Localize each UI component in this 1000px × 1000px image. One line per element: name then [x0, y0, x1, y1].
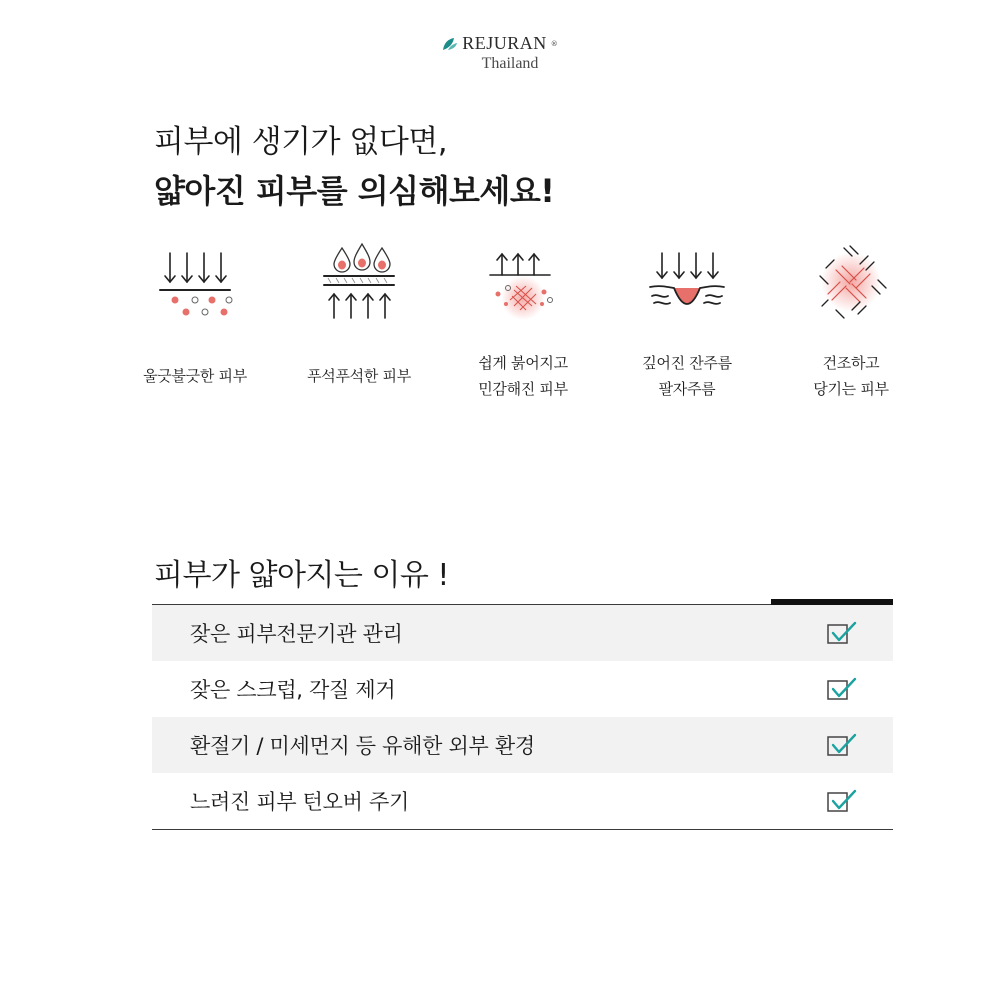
checked-box-icon — [827, 732, 857, 758]
table-bottom-divider — [152, 829, 893, 830]
symptom-list — [113, 240, 933, 406]
brand-mark: ® — [550, 39, 558, 48]
symptom-caption: 깊어진 잔주름 팔자주름 — [642, 354, 732, 398]
symptom-caption: 푸석푸석한 피부 — [307, 367, 411, 385]
dry-tight-skin-icon — [806, 240, 896, 330]
brand-region: Thailand — [481, 54, 539, 72]
rough-skin-icon — [150, 240, 240, 330]
checklist-row — [152, 661, 893, 717]
symptom-caption: 울긋불긋한 피부 — [143, 367, 247, 385]
symptom-item — [441, 240, 605, 406]
checklist-label: 느려진 피부 턴오버 주기 — [190, 790, 409, 814]
headline-line1: 피부에 생기가 없다면, — [154, 124, 448, 160]
table-top-divider — [152, 604, 893, 605]
dry-flaky-skin-icon — [314, 240, 404, 330]
symptom-item — [769, 240, 933, 406]
symptom-caption: 건조하고 당기는 피부 — [813, 354, 889, 398]
checklist-label: 잦은 피부전문기관 관리 — [190, 622, 403, 646]
brand-logo — [0, 33, 1000, 73]
checked-box-icon — [827, 676, 857, 702]
headline-line2: 얇아진 피부를 의심해보세요! — [154, 172, 555, 210]
wrinkle-icon — [642, 240, 732, 330]
symptom-item — [277, 240, 441, 406]
checked-box-icon — [827, 788, 857, 814]
reasons-checklist — [152, 604, 893, 830]
symptom-item — [113, 240, 277, 406]
checklist-label: 잦은 스크럽, 각질 제거 — [190, 678, 396, 702]
checklist-row — [152, 773, 893, 829]
checklist-row — [152, 717, 893, 773]
reasons-title: 피부가 얇아지는 이유 ! — [154, 558, 449, 593]
brand-name: REJURAN — [462, 33, 547, 53]
table-accent-bar — [771, 599, 893, 605]
symptom-caption: 쉽게 붉어지고 민감해진 피부 — [478, 354, 568, 398]
checked-box-icon — [827, 620, 857, 646]
sensitive-redness-icon — [478, 240, 568, 330]
rejuran-leaf-icon — [442, 37, 458, 51]
symptom-item — [605, 240, 769, 406]
checklist-row — [152, 605, 893, 661]
checklist-label: 환절기 / 미세먼지 등 유해한 외부 환경 — [190, 734, 535, 758]
